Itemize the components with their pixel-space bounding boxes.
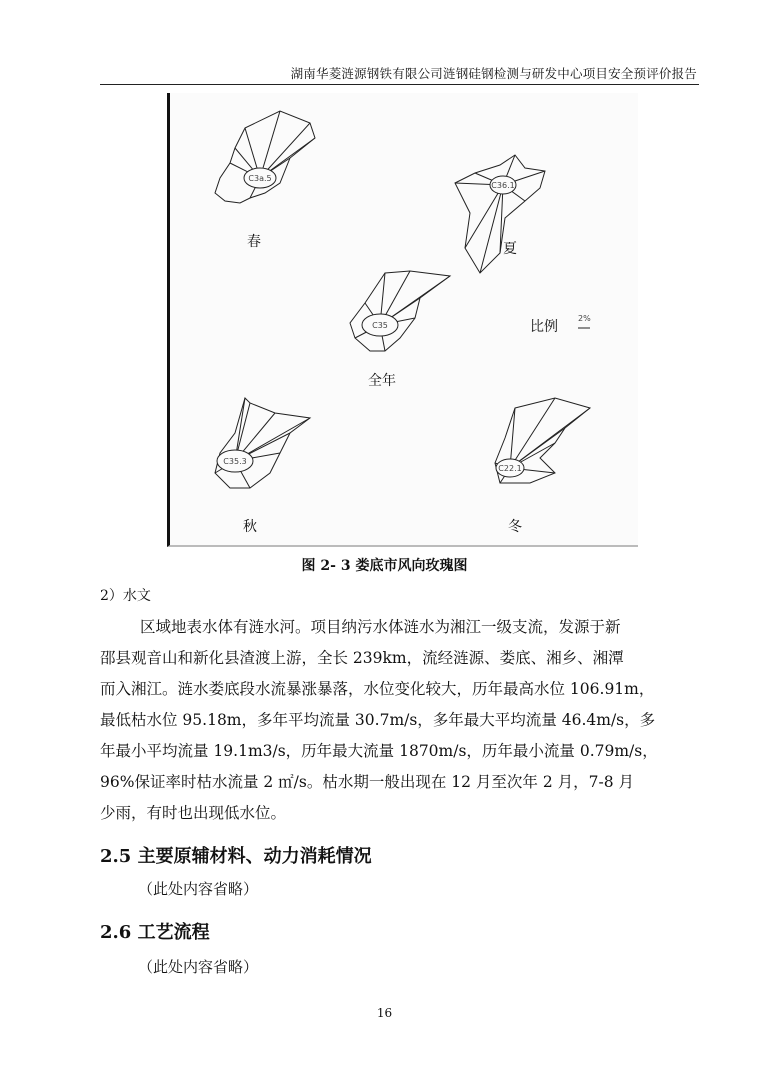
rose-spring-center: C3a.5 bbox=[248, 174, 272, 183]
paragraph-line: 区域地表水体有涟水河。项目纳污水体涟水为湘江一级支流，发源于新 bbox=[140, 618, 621, 636]
running-header: 湖南华菱涟源钢铁有限公司涟钢硅钢检测与研发中心项目安全预评价报告 bbox=[290, 66, 697, 81]
rose-autumn-label: 秋 bbox=[243, 519, 257, 535]
paragraph-line: 而入湘江。涟水娄底段水流暴涨暴落，水位变化较大，历年最高水位 106.91m， bbox=[100, 680, 655, 698]
rose-annual-center: C35 bbox=[372, 321, 388, 330]
section-2-5-note: （此处内容省略） bbox=[138, 880, 259, 898]
section-2-5-heading: 2.5 主要原辅材料、动力消耗情况 bbox=[100, 846, 372, 867]
header-rule bbox=[100, 84, 699, 85]
rose-winter-center: C22.1 bbox=[498, 464, 522, 473]
hydrology-paragraph bbox=[100, 612, 694, 829]
scale-label: 比例 bbox=[530, 319, 558, 335]
rose-winter-label: 冬 bbox=[508, 519, 522, 535]
rose-spring bbox=[215, 111, 315, 203]
page-number: 16 bbox=[376, 1006, 393, 1020]
wind-rose-figure bbox=[167, 93, 638, 547]
hydrology-heading: 2）水文 bbox=[100, 588, 151, 604]
paragraph-line: 年最小平均流量 19.1m3/s，历年最大流量 1870m/s，历年最小流量 0.79m/s， bbox=[100, 742, 658, 760]
rose-annual-label: 全年 bbox=[368, 373, 396, 389]
paragraph-line: 最低枯水位 95.18m，多年平均流量 30.7m/s，多年最大平均流量 46.4m/s，多 bbox=[100, 711, 656, 729]
rose-summer bbox=[455, 155, 545, 273]
rose-summer-label: 夏 bbox=[503, 241, 517, 257]
rose-autumn bbox=[215, 398, 310, 488]
rose-spring-label: 春 bbox=[247, 234, 261, 250]
wind-rose-svg bbox=[170, 93, 638, 545]
paragraph-line: 少雨，有时也出现低水位。 bbox=[100, 804, 287, 822]
rose-summer-center: C36.1 bbox=[491, 181, 515, 190]
rose-annual bbox=[350, 271, 450, 351]
paragraph-line: 96%保证率时枯水流量 2 ㎡/s。枯水期一般出现在 12 月至次年 2 月，7-8 月 bbox=[100, 773, 635, 791]
scale-value: 2% bbox=[578, 314, 591, 323]
paragraph-line: 邵县观音山和新化县渣渡上游，全长 239km，流经涟源、娄底、湘乡、湘潭 bbox=[100, 649, 624, 667]
figure-caption: 图 2- 3 娄底市风向玫瑰图 bbox=[301, 558, 468, 574]
rose-autumn-center: C35.3 bbox=[223, 457, 247, 466]
section-2-6-note: （此处内容省略） bbox=[138, 958, 259, 976]
section-2-6-heading: 2.6 工艺流程 bbox=[100, 922, 210, 943]
